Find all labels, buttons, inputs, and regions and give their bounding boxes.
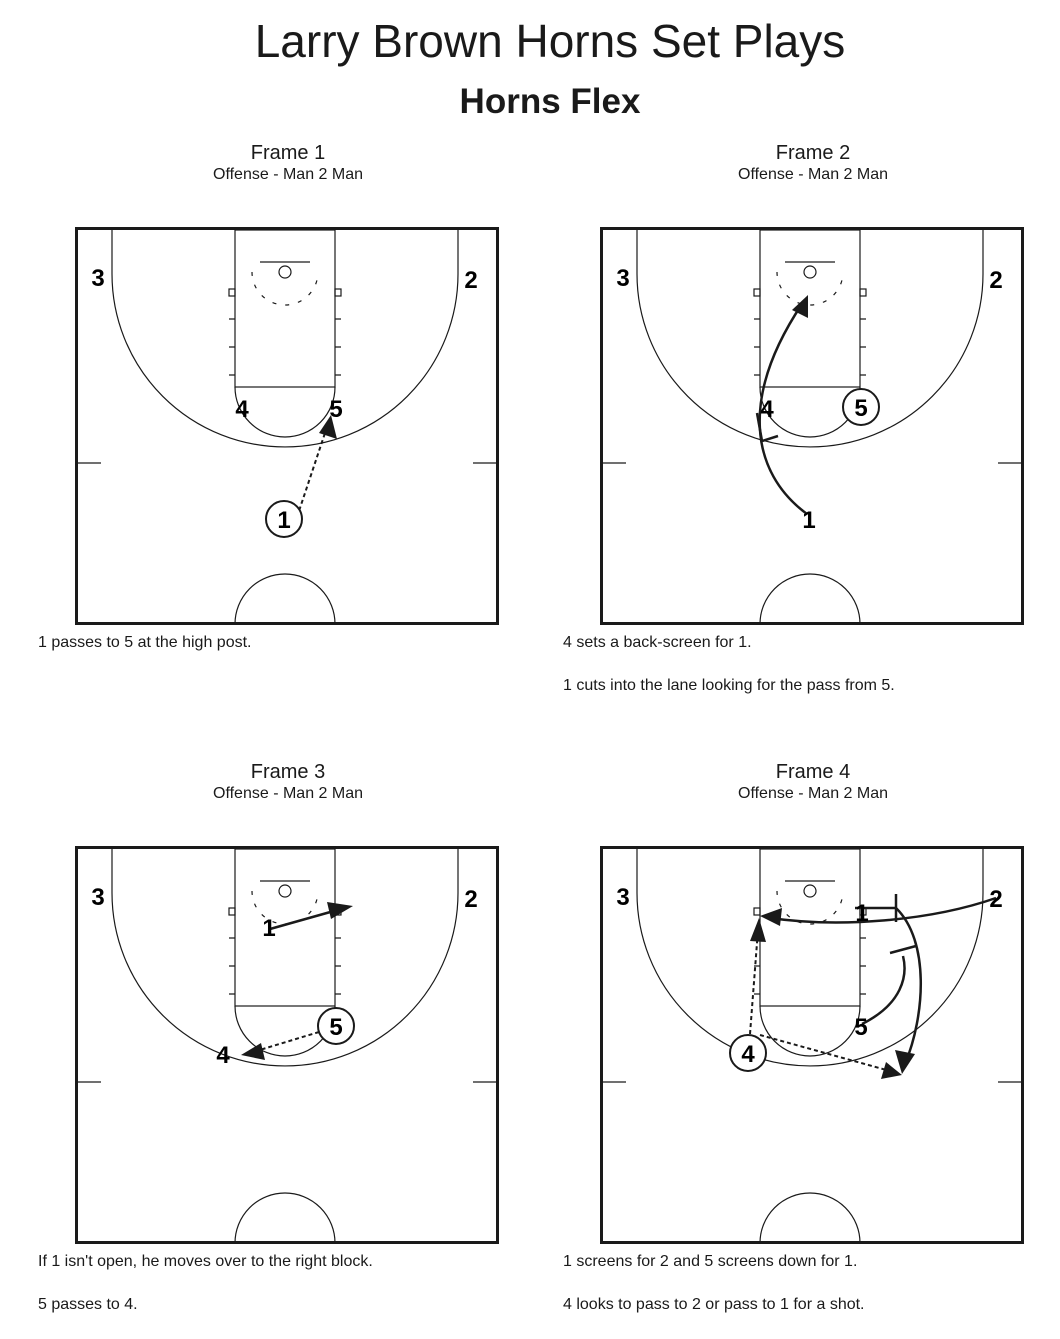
note: 5 passes to 4. [38,1296,138,1313]
block-mark-right [860,289,866,296]
center-circle [760,574,860,624]
play-name: Horns Flex [459,82,641,121]
player-2: 2 [989,886,1003,913]
free-throw-circle [235,387,335,437]
block-mark-right [335,289,341,296]
player-4: 4 [235,396,249,423]
note: 4 looks to pass to 2 or pass to 1 for a shot. [563,1296,865,1313]
player-1: 1 [855,900,869,927]
block-mark-left [229,908,235,915]
player-5: 5 [329,396,343,423]
player-5: 5 [854,1014,868,1041]
block-mark-left [754,289,760,296]
frame-title: Frame 3 [250,761,326,783]
frame-subtitle: Offense - Man 2 Man [738,785,888,802]
player-4: 4 [741,1041,755,1068]
frame-subtitle: Offense - Man 2 Man [213,785,363,802]
frame-subtitle: Offense - Man 2 Man [738,166,888,183]
player-2: 2 [464,886,478,913]
screen-marker-5 [862,946,916,1024]
pass-arrow-b [760,1035,902,1079]
lane-hash-right [335,319,341,375]
lane-hash-right [860,938,866,994]
lane-hash-right [860,319,866,375]
frame-subtitle: Offense - Man 2 Man [213,166,363,183]
frame-title: Frame 2 [775,142,851,164]
player-4: 4 [760,396,774,423]
lane-hash-left [229,938,235,994]
player-3: 3 [91,265,105,292]
frame-description [38,634,538,677]
lane-hash-right [335,938,341,994]
center-circle [235,1193,335,1243]
court-boundary [602,848,1023,1243]
player-5: 5 [329,1014,343,1041]
restricted-area [252,272,318,305]
note: 1 screens for 2 and 5 screens down for 1. [563,1253,858,1270]
note: 1 passes to 5 at the high post. [38,634,252,651]
block-mark-left [754,908,760,915]
player-1: 1 [262,915,276,942]
center-circle [760,1193,860,1243]
note: If 1 isn't open, he moves over to the right block. [38,1253,373,1270]
court-boundary [602,229,1023,624]
frame-description [38,1253,538,1339]
court-boundary [77,848,498,1243]
court-diagram [75,227,499,625]
court-boundary [77,229,498,624]
court-diagram [75,846,499,1244]
player-1: 1 [802,507,816,534]
rim [804,266,816,278]
pass-arrow [297,415,337,517]
pass-arrow-a [750,918,766,1034]
player-4: 4 [216,1042,230,1069]
rim [804,885,816,897]
player-3: 3 [616,884,630,911]
lane-hash-left [229,319,235,375]
frame-title: Frame 4 [775,761,851,783]
page-title: Larry Brown Horns Set Plays [254,15,846,67]
player-2: 2 [464,267,478,294]
key-lane [760,230,860,387]
player-3: 3 [616,265,630,292]
cut-arrow-2 [760,898,996,926]
frame-description [563,634,1060,720]
player-2: 2 [989,267,1003,294]
restricted-area [777,272,843,305]
block-mark-left [229,289,235,296]
rim [279,266,291,278]
center-circle [235,574,335,624]
court-diagram [600,846,1024,1244]
note: 1 cuts into the lane looking for the pass from 5. [563,677,895,694]
player-3: 3 [91,884,105,911]
player-5: 5 [854,395,868,422]
key-lane [235,230,335,387]
key-lane [760,849,860,1006]
court-diagram [600,227,1024,625]
player-1: 1 [277,507,291,534]
lane-hash-left [754,319,760,375]
key-lane [235,849,335,1006]
frame-description [563,1253,1060,1339]
rim [279,885,291,897]
note: 4 sets a back-screen for 1. [563,634,752,651]
frame-title: Frame 1 [250,142,326,164]
